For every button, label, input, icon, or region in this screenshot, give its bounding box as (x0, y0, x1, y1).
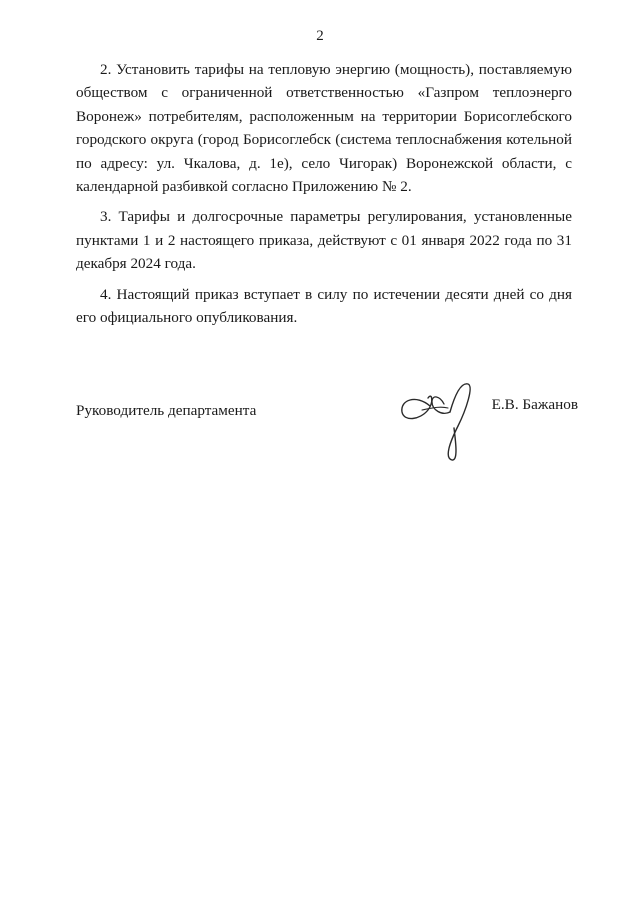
paragraph-item-3: 3. Тарифы и долгосрочные параметры регулирования, установленные пунктами 1 и 2 настоящего приказа, действуют с 01 января 2022 года по 31 декабря 2024 года. (76, 208, 572, 273)
signer-position: Руководитель департамента (76, 402, 257, 419)
handwritten-signature (396, 380, 492, 462)
page-number: 2 (316, 28, 324, 44)
paragraph-item-2: 2. Установить тарифы на тепловую энергию (мощность), поставляемую обществом с ограниченной ответственностью «Газпром теплоэнерго Воронеж» потребителям, расположенным на территории Борисоглебского городского округа (город Борисоглебск (система теплоснабжения котельной по адресу: ул. Чкалова, д. 1е), село Чигорак) Воронежской области, с календарной разбивкой согласно Приложению № 2. (76, 61, 572, 196)
signature-block (76, 380, 576, 470)
document-body (76, 58, 572, 336)
paragraph-item-4: 4. Настоящий приказ вступает в силу по истечении десяти дней со дня его официального опубликования. (76, 285, 572, 327)
signer-name: Е.В. Бажанов (491, 396, 578, 413)
